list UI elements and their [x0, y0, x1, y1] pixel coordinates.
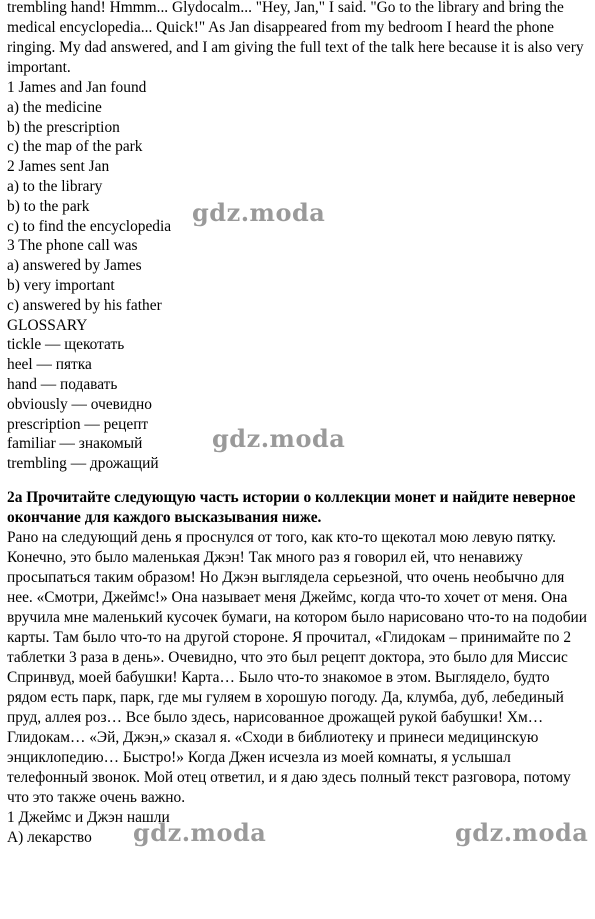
task-heading: 2a Прочитайте следующую часть истории о коллекции монет и найдите неверное окончание для каждого высказывания ниже.	[7, 488, 576, 526]
question-3-text: 3 The phone call was	[7, 237, 138, 255]
question-2-option-c: c) to find the encyclopedia	[7, 217, 172, 235]
question-3	[7, 236, 589, 315]
watermark: gdz.moda	[133, 818, 267, 847]
question-1-option-a: a) the medicine	[7, 98, 102, 116]
question-2-option-a: a) to the library	[7, 177, 103, 195]
question-3-option-b: b) very important	[7, 276, 115, 294]
document-page	[7, 0, 589, 848]
task-question-1: 1 Джеймс и Джэн нашли	[7, 808, 170, 826]
glossary-title: GLOSSARY	[7, 316, 88, 334]
glossary-entry: tickle — щекотать	[7, 336, 125, 354]
glossary-entry: trembling — дрожащий	[7, 455, 159, 473]
question-3-option-c: c) answered by his father	[7, 296, 162, 314]
glossary-entry: hand — подавать	[7, 375, 118, 393]
question-2-text: 2 James sent Jan	[7, 158, 110, 176]
glossary	[7, 316, 589, 474]
watermark: gdz.moda	[455, 818, 589, 847]
task-body: Рано на следующий день я проснулся от того, как кто-то щекотал мою левую пятку. Конечно, это было маленькая Джэн! Так много раз я говорил ей, что ненавижу просыпаться таким образом! Но Джэн выглядела серьезной, что очень необычно для нее. «Смотри, Джеймс!» Она называет меня Джеймс, когда что-то хочет от меня. Она вручила мне маленький кусочек бумаги, на котором было нарисовано что-то на подобии карты. Там было что-то на другой стороне. Я прочитал, «Глидокам – принимайте по 2 таблетки 3 раза в день». Очевидно, что это был рецепт доктора, это было для Миссис Спринвуд, моей бабушки! Карта… Было что-то знакомое в этом. Выглядело, будто рядом есть парк, парк, где мы гуляем в хорошую погоду. Да, клумба, дуб, лебединый пруд, аллея роз… Все было здесь, нарисованное дрожащей рукой бабушки! Хм… Глидокам… «Эй, Джэн,» сказал я. «Сходи в библиотеку и принеси медицинскую энциклопедию… Быстро!» Когда Джен исчезла из моей комнаты, я услышал телефонный звонок. Мой отец ответил, и я даю здесь полный текст разговора, потому что это также очень важно.	[7, 528, 588, 806]
glossary-entry: heel — пятка	[7, 356, 92, 374]
watermark: gdz.moda	[192, 198, 326, 227]
question-2	[7, 157, 589, 236]
task-option-a: А) лекарство	[7, 828, 92, 846]
intro-paragraph: trembling hand! Hmmm... Glydocalm... "Hey, Jan," I said. "Go to the library and bring the medical encyclopedia... Quick!" As Jan disappeared from my bedroom I heard the phone ringing. My dad answered, and I am giving the full text of the talk here because it is also very important.	[7, 0, 584, 76]
glossary-entry: prescription — рецепт	[7, 415, 149, 433]
question-1-option-b: b) the prescription	[7, 118, 120, 136]
watermark: gdz.moda	[212, 424, 346, 453]
question-1-option-c: c) the map of the park	[7, 138, 143, 156]
glossary-entry: obviously — очевидно	[7, 395, 152, 413]
question-1-text: 1 James and Jan found	[7, 79, 147, 96]
question-1	[7, 78, 589, 157]
question-2-option-b: b) to the park	[7, 197, 90, 215]
question-3-option-a: a) answered by James	[7, 257, 142, 275]
glossary-entry: familiar — знакомый	[7, 435, 143, 453]
